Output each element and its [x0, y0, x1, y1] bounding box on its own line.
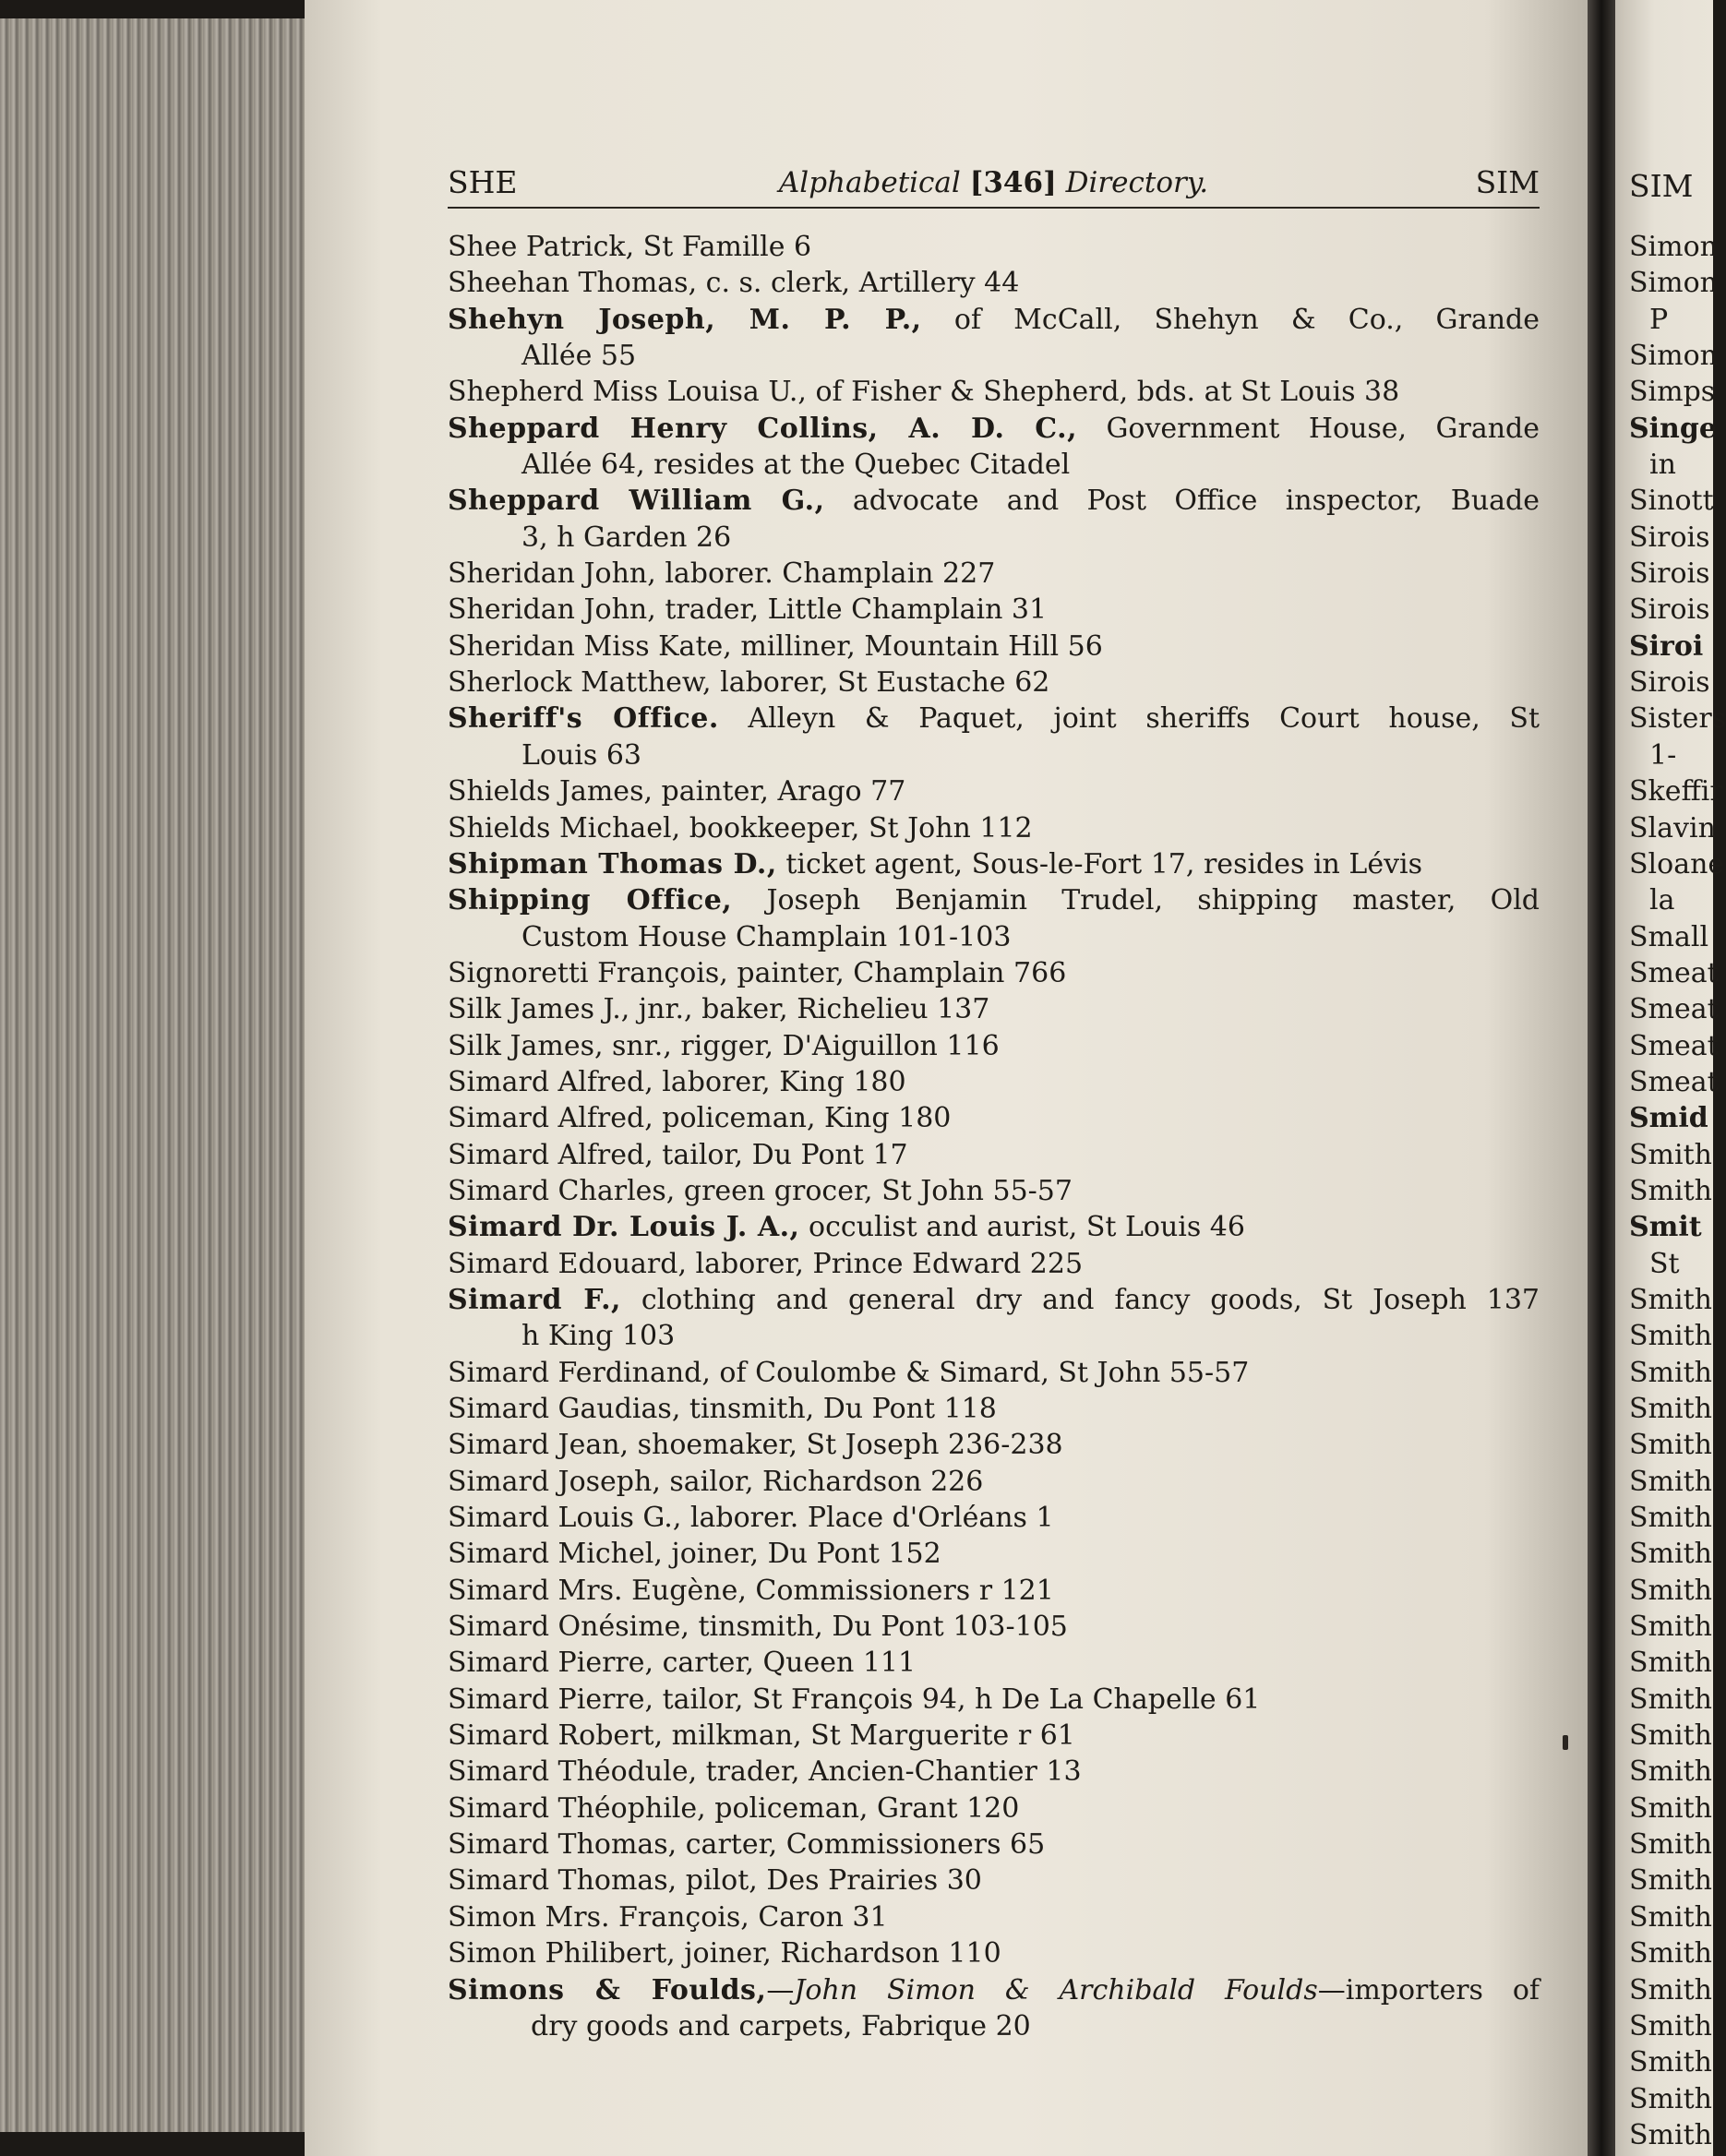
entry-line	[448, 302, 1540, 338]
next-page-fragment-line: Smith	[1629, 1647, 1712, 1680]
entry-line	[448, 1573, 1540, 1609]
entry-text: —importers of	[1317, 1973, 1540, 2006]
entry-text: Government House, Grande	[1077, 412, 1540, 445]
directory-entry	[448, 1827, 1540, 1863]
entry-text: Simard Alfred, laborer, King 180	[448, 1065, 906, 1098]
entry-text: Shepherd Miss Louisa U., of Fisher & Shepherd, bds. at St Louis 38	[448, 376, 1400, 409]
entry-line	[448, 1899, 1540, 1935]
directory-entry	[448, 1427, 1540, 1463]
entry-line	[448, 483, 1540, 519]
next-page-fragment-line: Smith	[1629, 1574, 1712, 1607]
entry-line	[448, 592, 1540, 628]
directory-entry	[448, 1464, 1540, 1500]
entry-line	[448, 1682, 1540, 1718]
entry-partners-italic: John Simon & Archibald Foulds	[794, 1973, 1318, 2006]
entry-line	[448, 1427, 1540, 1463]
next-page-fragment-line: Singe	[1629, 412, 1717, 445]
entry-name-bold: Shipping Office,	[448, 884, 733, 917]
entry-text: Simard Alfred, tailor, Du Pont 17	[448, 1138, 908, 1171]
next-page-fragment-line: Smeat	[1629, 1065, 1719, 1098]
entry-line	[448, 1718, 1540, 1754]
page-edges	[0, 18, 305, 2132]
next-page-fragment-line: Smeat	[1629, 956, 1719, 989]
entry-text: Simard Thomas, carter, Commissioners 65	[448, 1828, 1046, 1862]
entry-line	[448, 1791, 1540, 1827]
next-page-fragment-line: Smith	[1629, 2009, 1712, 2042]
entry-line	[448, 1209, 1540, 1245]
entry-text: Simard Thomas, pilot, Des Prairies 30	[448, 1864, 982, 1898]
header-title	[448, 166, 1540, 199]
directory-entry	[448, 302, 1540, 375]
next-page-fragment	[1615, 0, 1726, 2156]
entry-text: Silk James, snr., rigger, D'Aiguillon 116	[448, 1029, 1000, 1062]
entry-line	[448, 374, 1540, 410]
directory-entry	[448, 1246, 1540, 1282]
entry-continuation-line	[448, 919, 1540, 955]
entry-text: Simard Théophile, policeman, Grant 120	[448, 1791, 1020, 1825]
entry-line	[448, 1173, 1540, 1209]
ink-speck	[1563, 1735, 1568, 1750]
entry-continuation-line	[448, 520, 1540, 556]
next-page-fragment-line: Smith	[1629, 2082, 1712, 2115]
directory-entry	[448, 411, 1540, 484]
entry-text: Custom House Champlain 101-103	[521, 920, 1012, 953]
entry-text: Simard Edouard, laborer, Prince Edward 225	[448, 1247, 1084, 1280]
directory-entry	[448, 1645, 1540, 1681]
directory-entry	[448, 773, 1540, 809]
next-page-fragment-line: la	[1649, 884, 1675, 917]
directory-entry	[448, 1500, 1540, 1536]
entry-text: Simard Ferdinand, of Coulombe & Simard, St John 55-57	[448, 1356, 1250, 1389]
next-page-fragment-line: Smith	[1629, 1283, 1712, 1316]
entry-text: Simard Charles, green grocer, St John 55-57	[448, 1174, 1073, 1207]
book-gutter	[1588, 0, 1615, 2156]
entry-line	[448, 701, 1540, 737]
next-page-fragment-line: Smith	[1629, 1138, 1712, 1171]
next-page-fragment-line: Smith	[1629, 1502, 1712, 1535]
entry-text: Sheridan John, laborer. Champlain 227	[448, 557, 996, 591]
next-page-fragment-line: Smith	[1629, 1973, 1712, 2006]
next-page-fragment-line: Smith	[1629, 1320, 1712, 1353]
next-page-fragment-line: Smith	[1629, 1356, 1712, 1389]
entry-line	[448, 991, 1540, 1027]
directory-entry	[448, 1863, 1540, 1898]
next-page-fragment-line: Smit	[1629, 1211, 1702, 1244]
entry-line	[448, 1100, 1540, 1136]
entry-text: Simard Joseph, sailor, Richardson 226	[448, 1465, 984, 1498]
entry-name-bold: Simard F.,	[448, 1283, 621, 1316]
directory-entry	[448, 846, 1540, 882]
next-page-fragment-line: Smeat	[1629, 1029, 1719, 1062]
next-page-fragment-line: Smith	[1629, 2046, 1712, 2079]
directory-entry	[448, 1573, 1540, 1609]
entry-text: Sherlock Matthew, laborer, St Eustache 62	[448, 666, 1050, 700]
entry-line	[448, 1282, 1540, 1318]
entry-text: Sheridan Miss Kate, milliner, Mountain Hill 56	[448, 629, 1103, 663]
entry-text: Louis 63	[521, 738, 642, 772]
entry-text: Allée 64, resides at the Quebec Citadel	[521, 449, 1071, 482]
directory-entry	[448, 1754, 1540, 1790]
entry-text: ticket agent, Sous-le-Fort 17, resides in Lévis	[776, 847, 1423, 880]
entry-text: Simon Mrs. François, Caron 31	[448, 1900, 888, 1934]
entry-continuation-line	[448, 447, 1540, 483]
next-page-fragment-line: Sirois	[1629, 557, 1710, 591]
entry-line	[448, 1935, 1540, 1971]
entry-name-bold: Simons & Foulds,	[448, 1973, 767, 2006]
entry-line	[448, 1645, 1540, 1681]
entry-text: Simard Robert, milkman, St Marguerite r 61	[448, 1719, 1075, 1753]
entry-line	[448, 1827, 1540, 1863]
next-page-fragment-line: Smith	[1629, 1791, 1712, 1825]
next-page-fragment-line: Smith	[1629, 1864, 1712, 1898]
directory-entry	[448, 665, 1540, 701]
next-page-fragment-line: Smith	[1629, 1393, 1712, 1425]
page-number: [346]	[969, 166, 1057, 199]
entry-line	[448, 810, 1540, 846]
next-page-fragment-line: Slavin	[1629, 811, 1716, 844]
entry-text: advocate and Post Office inspector, Buade	[824, 485, 1540, 518]
directory-entry	[448, 1064, 1540, 1100]
entry-text: Simon Philibert, joiner, Richardson 110	[448, 1937, 1001, 1970]
next-page-fragment-line: Sirois	[1629, 666, 1710, 700]
directory-entry	[448, 1028, 1540, 1064]
directory-entry	[448, 483, 1540, 556]
entry-text: Alleyn & Paquet, joint sheriffs Court house, St	[718, 702, 1540, 736]
entry-text: dry goods and carpets, Fabrique 20	[531, 2009, 1031, 2042]
next-page-fragment-line: Smith	[1629, 1174, 1712, 1207]
entry-line	[448, 1137, 1540, 1173]
next-page-fragment-line: Smith	[1629, 1465, 1712, 1498]
entry-line	[448, 1391, 1540, 1427]
next-page-fragment-line: Smith	[1629, 1828, 1712, 1862]
directory-entry	[448, 1355, 1540, 1391]
next-page-fragment-line: Sirois	[1629, 593, 1710, 627]
entry-line	[448, 1609, 1540, 1645]
entry-line	[448, 1064, 1540, 1100]
entry-text: clothing and general dry and fancy goods, St Joseph 137	[620, 1283, 1540, 1316]
next-page-fragment-line: Smith	[1629, 1719, 1712, 1753]
entry-text: Allée 55	[521, 340, 637, 373]
directory-entry	[448, 374, 1540, 410]
next-page-fragment-line: P	[1649, 303, 1669, 336]
entry-text: Simard Pierre, carter, Queen 111	[448, 1647, 917, 1680]
entry-text: Silk James J., jnr., baker, Richelieu 137	[448, 993, 990, 1026]
directory-entry	[448, 629, 1540, 665]
next-page-fragment-line: Sisters	[1629, 702, 1726, 736]
entry-text: Simard Michel, joiner, Du Pont 152	[448, 1538, 941, 1571]
directory-entry	[448, 701, 1540, 773]
entry-line	[448, 229, 1540, 265]
directory-entry	[448, 991, 1540, 1027]
entry-line	[448, 556, 1540, 592]
page-header	[448, 164, 1540, 209]
entry-continuation-line	[448, 737, 1540, 773]
entry-line	[448, 773, 1540, 809]
entry-text: Simard Gaudias, tinsmith, Du Pont 118	[448, 1393, 997, 1425]
next-page-fragment-line: Sinott	[1629, 485, 1714, 518]
directory-entries	[448, 229, 1540, 2044]
header-title-suffix: Directory.	[1056, 166, 1209, 199]
entry-text: occulist and aurist, St Louis 46	[799, 1211, 1245, 1244]
entry-text: Simard Onésime, tinsmith, Du Pont 103-105	[448, 1611, 1068, 1644]
directory-entry	[448, 1209, 1540, 1245]
entry-text: Simard Alfred, policeman, King 180	[448, 1102, 952, 1135]
entry-text: Joseph Benjamin Trudel, shipping master, Old	[732, 884, 1540, 917]
entry-text: Simard Jean, shoemaker, St Joseph 236-238	[448, 1429, 1063, 1462]
next-page-fragment-line: Simon	[1629, 231, 1718, 263]
header-title-prefix: Alphabetical	[778, 166, 970, 199]
entry-line	[448, 1536, 1540, 1572]
entry-text: Simard Mrs. Eugène, Commissioners r 121	[448, 1574, 1054, 1607]
directory-entry	[448, 882, 1540, 955]
entry-text: of McCall, Shehyn & Co., Grande	[921, 303, 1540, 336]
directory-entry	[448, 1935, 1540, 1971]
next-page-fragment-line: Skeffir	[1629, 775, 1723, 808]
next-page-fragment-line: in	[1649, 449, 1676, 482]
entry-line	[448, 629, 1540, 665]
entry-line	[448, 665, 1540, 701]
next-page-fragment-line: St	[1649, 1247, 1680, 1280]
entry-text: Shields Michael, bookkeeper, St John 112	[448, 811, 1033, 844]
header-right-guide: SIM	[1475, 164, 1540, 200]
entry-continuation-line	[448, 1318, 1540, 1354]
directory-entry	[448, 955, 1540, 991]
next-page-fragment-line: Siroi	[1629, 629, 1704, 663]
entry-line	[448, 265, 1540, 301]
directory-entry	[448, 229, 1540, 265]
next-page-fragment-line: Smeat	[1629, 993, 1719, 1026]
entry-text: h King 103	[521, 1320, 676, 1353]
directory-entry	[448, 1282, 1540, 1355]
next-page-entries	[1629, 229, 1726, 2153]
header-left-guide: SHE	[448, 164, 518, 200]
directory-entry	[448, 1609, 1540, 1645]
next-page-fragment-line: Small	[1629, 920, 1709, 953]
entry-line	[448, 1754, 1540, 1790]
entry-name-bold: Sheppard William G.,	[448, 485, 825, 518]
entry-name-bold: Sheppard Henry Collins, A. D. C.,	[448, 412, 1078, 445]
next-page-fragment-line: Simon	[1629, 267, 1718, 300]
entry-text: Simard Louis G., laborer. Place d'Orléans 1	[448, 1502, 1054, 1535]
entry-name-bold: Shipman Thomas D.,	[448, 847, 777, 880]
directory-entry	[448, 1391, 1540, 1427]
next-page-fragment-line: Smith	[1629, 1937, 1712, 1970]
entry-line	[448, 1863, 1540, 1898]
entry-line	[448, 1028, 1540, 1064]
next-page-header: SIM	[1629, 168, 1694, 204]
next-page-fragment-line: Smid	[1629, 1102, 1708, 1135]
directory-entry	[448, 265, 1540, 301]
entry-text: Sheridan John, trader, Little Champlain 31	[448, 593, 1048, 627]
next-page-fragment-line: Smith	[1629, 1538, 1712, 1571]
next-page-fragment-line: Simps	[1629, 376, 1716, 409]
entry-text: Simard Pierre, tailor, St François 94, h De La Chapelle 61	[448, 1683, 1261, 1716]
directory-entry	[448, 556, 1540, 592]
entry-line	[448, 1355, 1540, 1391]
entry-line	[448, 1464, 1540, 1500]
entry-text: Shields James, painter, Arago 77	[448, 775, 906, 808]
next-page-fragment-line: Smith	[1629, 1755, 1712, 1789]
directory-entry	[448, 1173, 1540, 1209]
next-page-fragment-line: Smith	[1629, 1429, 1712, 1462]
entry-name-bold: Sheriff's Office.	[448, 702, 719, 736]
directory-entry	[448, 1100, 1540, 1136]
entry-continuation-line	[448, 338, 1540, 374]
entry-line	[448, 846, 1540, 882]
directory-entry	[448, 1137, 1540, 1173]
entry-line	[448, 1500, 1540, 1536]
next-page-fragment-line: Simon	[1629, 340, 1718, 373]
directory-entry	[448, 1682, 1540, 1718]
entry-text: 3, h Garden 26	[521, 521, 732, 554]
next-page-fragment-line: Sirois	[1629, 521, 1710, 554]
next-page-fragment-line: 1-	[1649, 738, 1677, 772]
entry-text: —	[766, 1973, 795, 2006]
next-page-fragment-line: Smith	[1629, 1611, 1712, 1644]
next-page-fragment-line: Smith	[1629, 1900, 1712, 1934]
entry-continuation-line	[448, 2008, 1540, 2044]
entry-name-bold: Shehyn Joseph, M. P. P.,	[448, 303, 922, 336]
entry-line	[448, 1246, 1540, 1282]
directory-entry	[448, 1536, 1540, 1572]
directory-entry	[448, 1899, 1540, 1935]
directory-entry	[448, 592, 1540, 628]
next-page-fragment-line: Smith	[1629, 1683, 1712, 1716]
entry-name-bold: Simard Dr. Louis J. A.,	[448, 1211, 800, 1244]
entry-text: Simard Théodule, trader, Ancien-Chantier 13	[448, 1755, 1082, 1789]
entry-text: Sheehan Thomas, c. s. clerk, Artillery 44	[448, 267, 1020, 300]
directory-entry	[448, 1718, 1540, 1754]
next-page-fragment-line: Smith	[1629, 2118, 1712, 2151]
entry-line	[448, 955, 1540, 991]
entry-line	[448, 1972, 1540, 2008]
directory-entry	[448, 810, 1540, 846]
entry-line	[448, 411, 1540, 447]
entry-text: Signoretti François, painter, Champlain 766	[448, 956, 1067, 989]
entry-line	[448, 882, 1540, 918]
directory-entry	[448, 1972, 1540, 2045]
next-page-fragment-line: Sloane	[1629, 847, 1725, 880]
directory-entry	[448, 1791, 1540, 1827]
entry-text: Shee Patrick, St Famille 6	[448, 231, 812, 263]
